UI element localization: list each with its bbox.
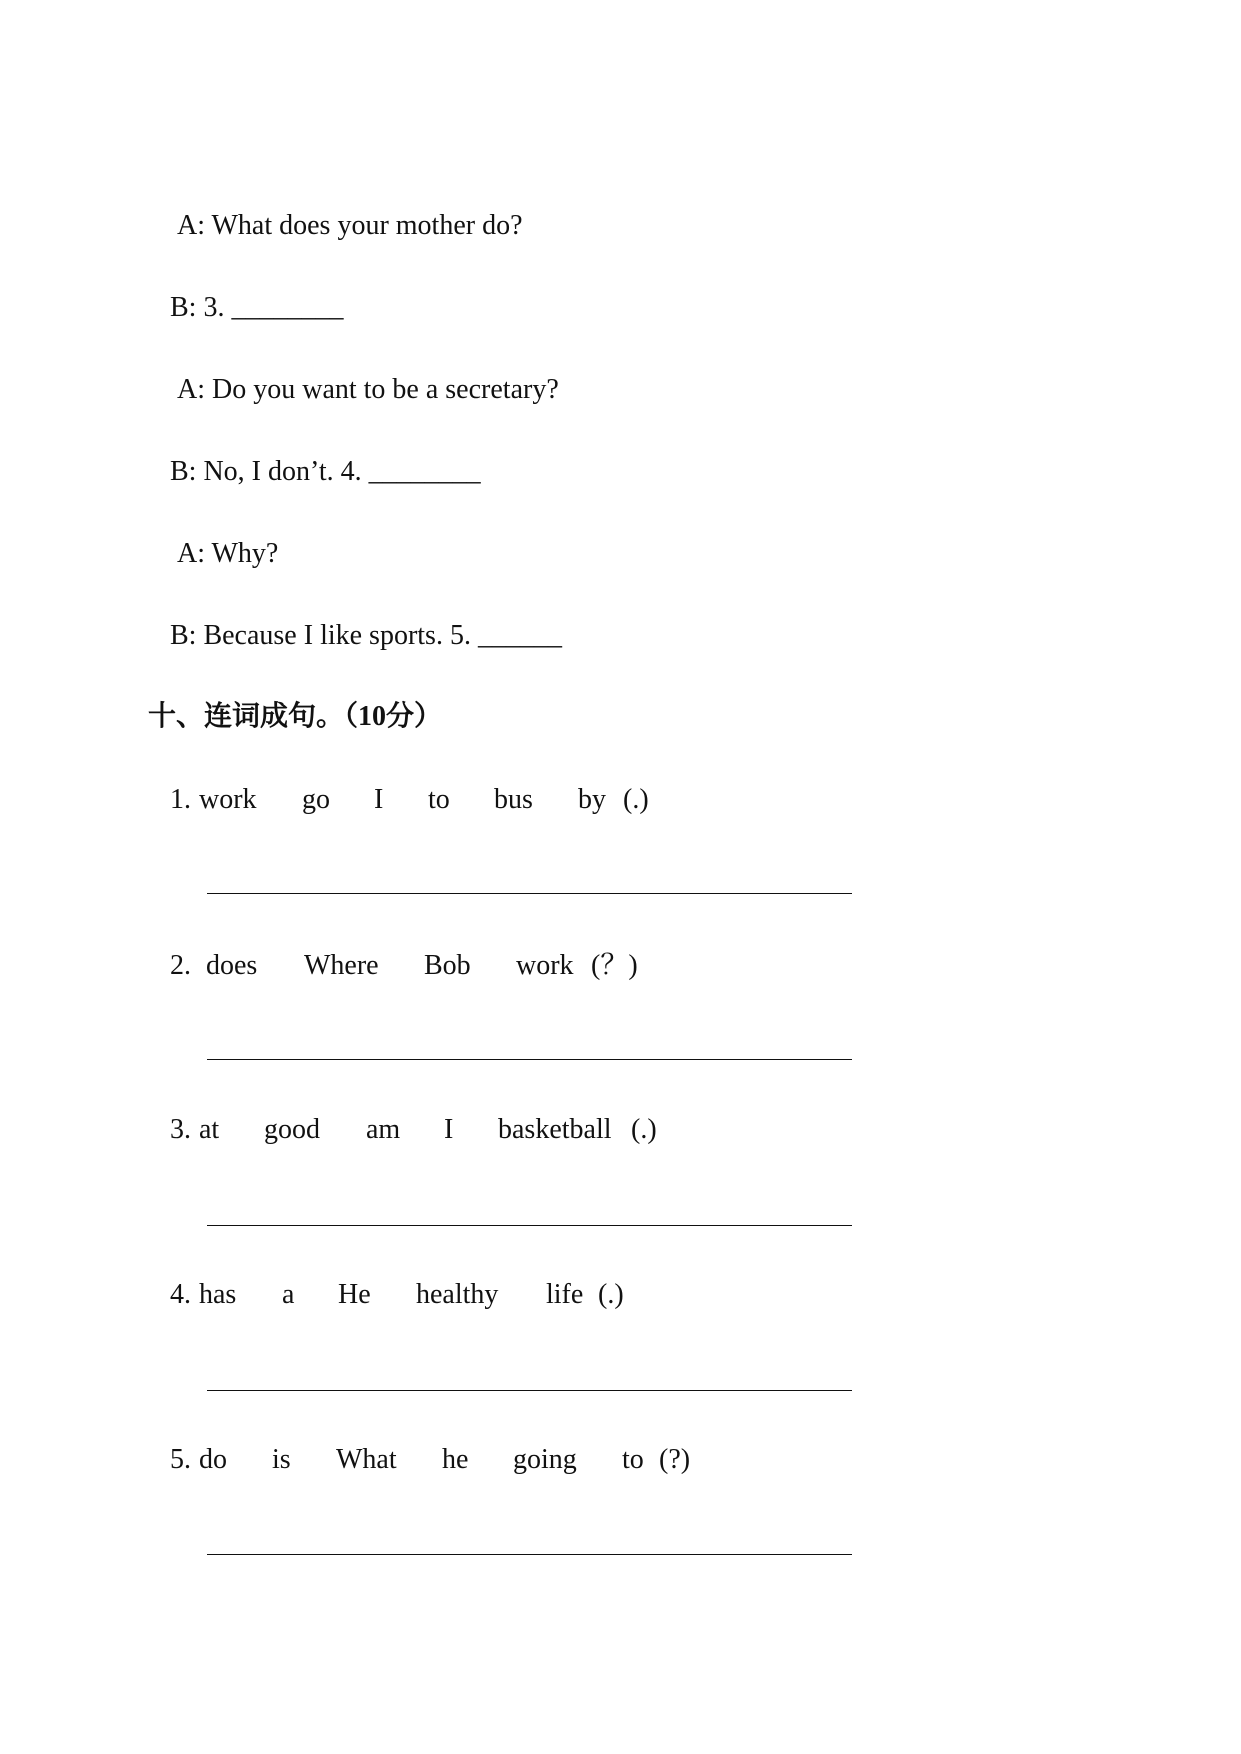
dialogue-line-b3: B: 3. ________ bbox=[170, 292, 344, 323]
question-number: 3. bbox=[170, 1114, 191, 1145]
dialogue-line-a3: A: Why? bbox=[177, 538, 279, 569]
answer-line-2[interactable] bbox=[207, 1059, 852, 1060]
end-punctuation: (.) bbox=[598, 1279, 624, 1310]
scrambled-word: go bbox=[302, 784, 330, 815]
question-number: 5. bbox=[170, 1444, 191, 1475]
scrambled-word: a bbox=[282, 1279, 295, 1310]
end-punctuation: (.) bbox=[631, 1114, 657, 1145]
scrambled-word: work bbox=[516, 950, 574, 981]
scrambled-word: Where bbox=[304, 950, 379, 981]
scrambled-word: does bbox=[206, 950, 258, 981]
answer-line-4[interactable] bbox=[207, 1390, 852, 1391]
scrambled-word: basketball bbox=[498, 1114, 612, 1145]
question-number: 2. bbox=[170, 950, 191, 981]
scrambled-word: to bbox=[428, 784, 450, 815]
scrambled-word: Bob bbox=[424, 950, 471, 981]
answer-line-5[interactable] bbox=[207, 1554, 852, 1555]
scrambled-word: has bbox=[199, 1279, 237, 1310]
scrambled-word: going bbox=[513, 1444, 577, 1475]
scrambled-word: is bbox=[272, 1444, 291, 1475]
scrambled-word: I bbox=[444, 1114, 454, 1145]
end-punctuation: (？) bbox=[591, 950, 638, 981]
dialogue-line-a1: A: What does your mother do? bbox=[177, 210, 523, 241]
dialogue-line-a2: A: Do you want to be a secretary? bbox=[177, 374, 559, 405]
answer-line-1[interactable] bbox=[207, 893, 852, 894]
scrambled-word: to bbox=[622, 1444, 644, 1475]
scrambled-word: What bbox=[336, 1444, 397, 1475]
end-punctuation: (.) bbox=[623, 784, 649, 815]
scrambled-word: bus bbox=[494, 784, 533, 815]
question-number: 1. bbox=[170, 784, 191, 815]
answer-line-3[interactable] bbox=[207, 1225, 852, 1226]
question-number: 4. bbox=[170, 1279, 191, 1310]
scrambled-word: do bbox=[199, 1444, 227, 1475]
scrambled-word: He bbox=[338, 1279, 371, 1310]
scrambled-word: am bbox=[366, 1114, 401, 1145]
scrambled-word: good bbox=[264, 1114, 320, 1145]
scrambled-word: work bbox=[199, 784, 257, 815]
end-punctuation: (?) bbox=[659, 1444, 691, 1475]
scrambled-word: I bbox=[374, 784, 384, 815]
scrambled-word: life bbox=[546, 1279, 584, 1310]
dialogue-line-b4: B: No, I don’t. 4. ________ bbox=[170, 456, 481, 487]
scrambled-word: at bbox=[199, 1114, 220, 1145]
dialogue-line-b5: B: Because I like sports. 5. ______ bbox=[170, 620, 562, 651]
scrambled-word: healthy bbox=[416, 1279, 499, 1310]
section-heading: 十、连词成句。（10分） bbox=[148, 701, 443, 732]
scrambled-word: by bbox=[578, 784, 606, 815]
scrambled-word: he bbox=[442, 1444, 469, 1475]
